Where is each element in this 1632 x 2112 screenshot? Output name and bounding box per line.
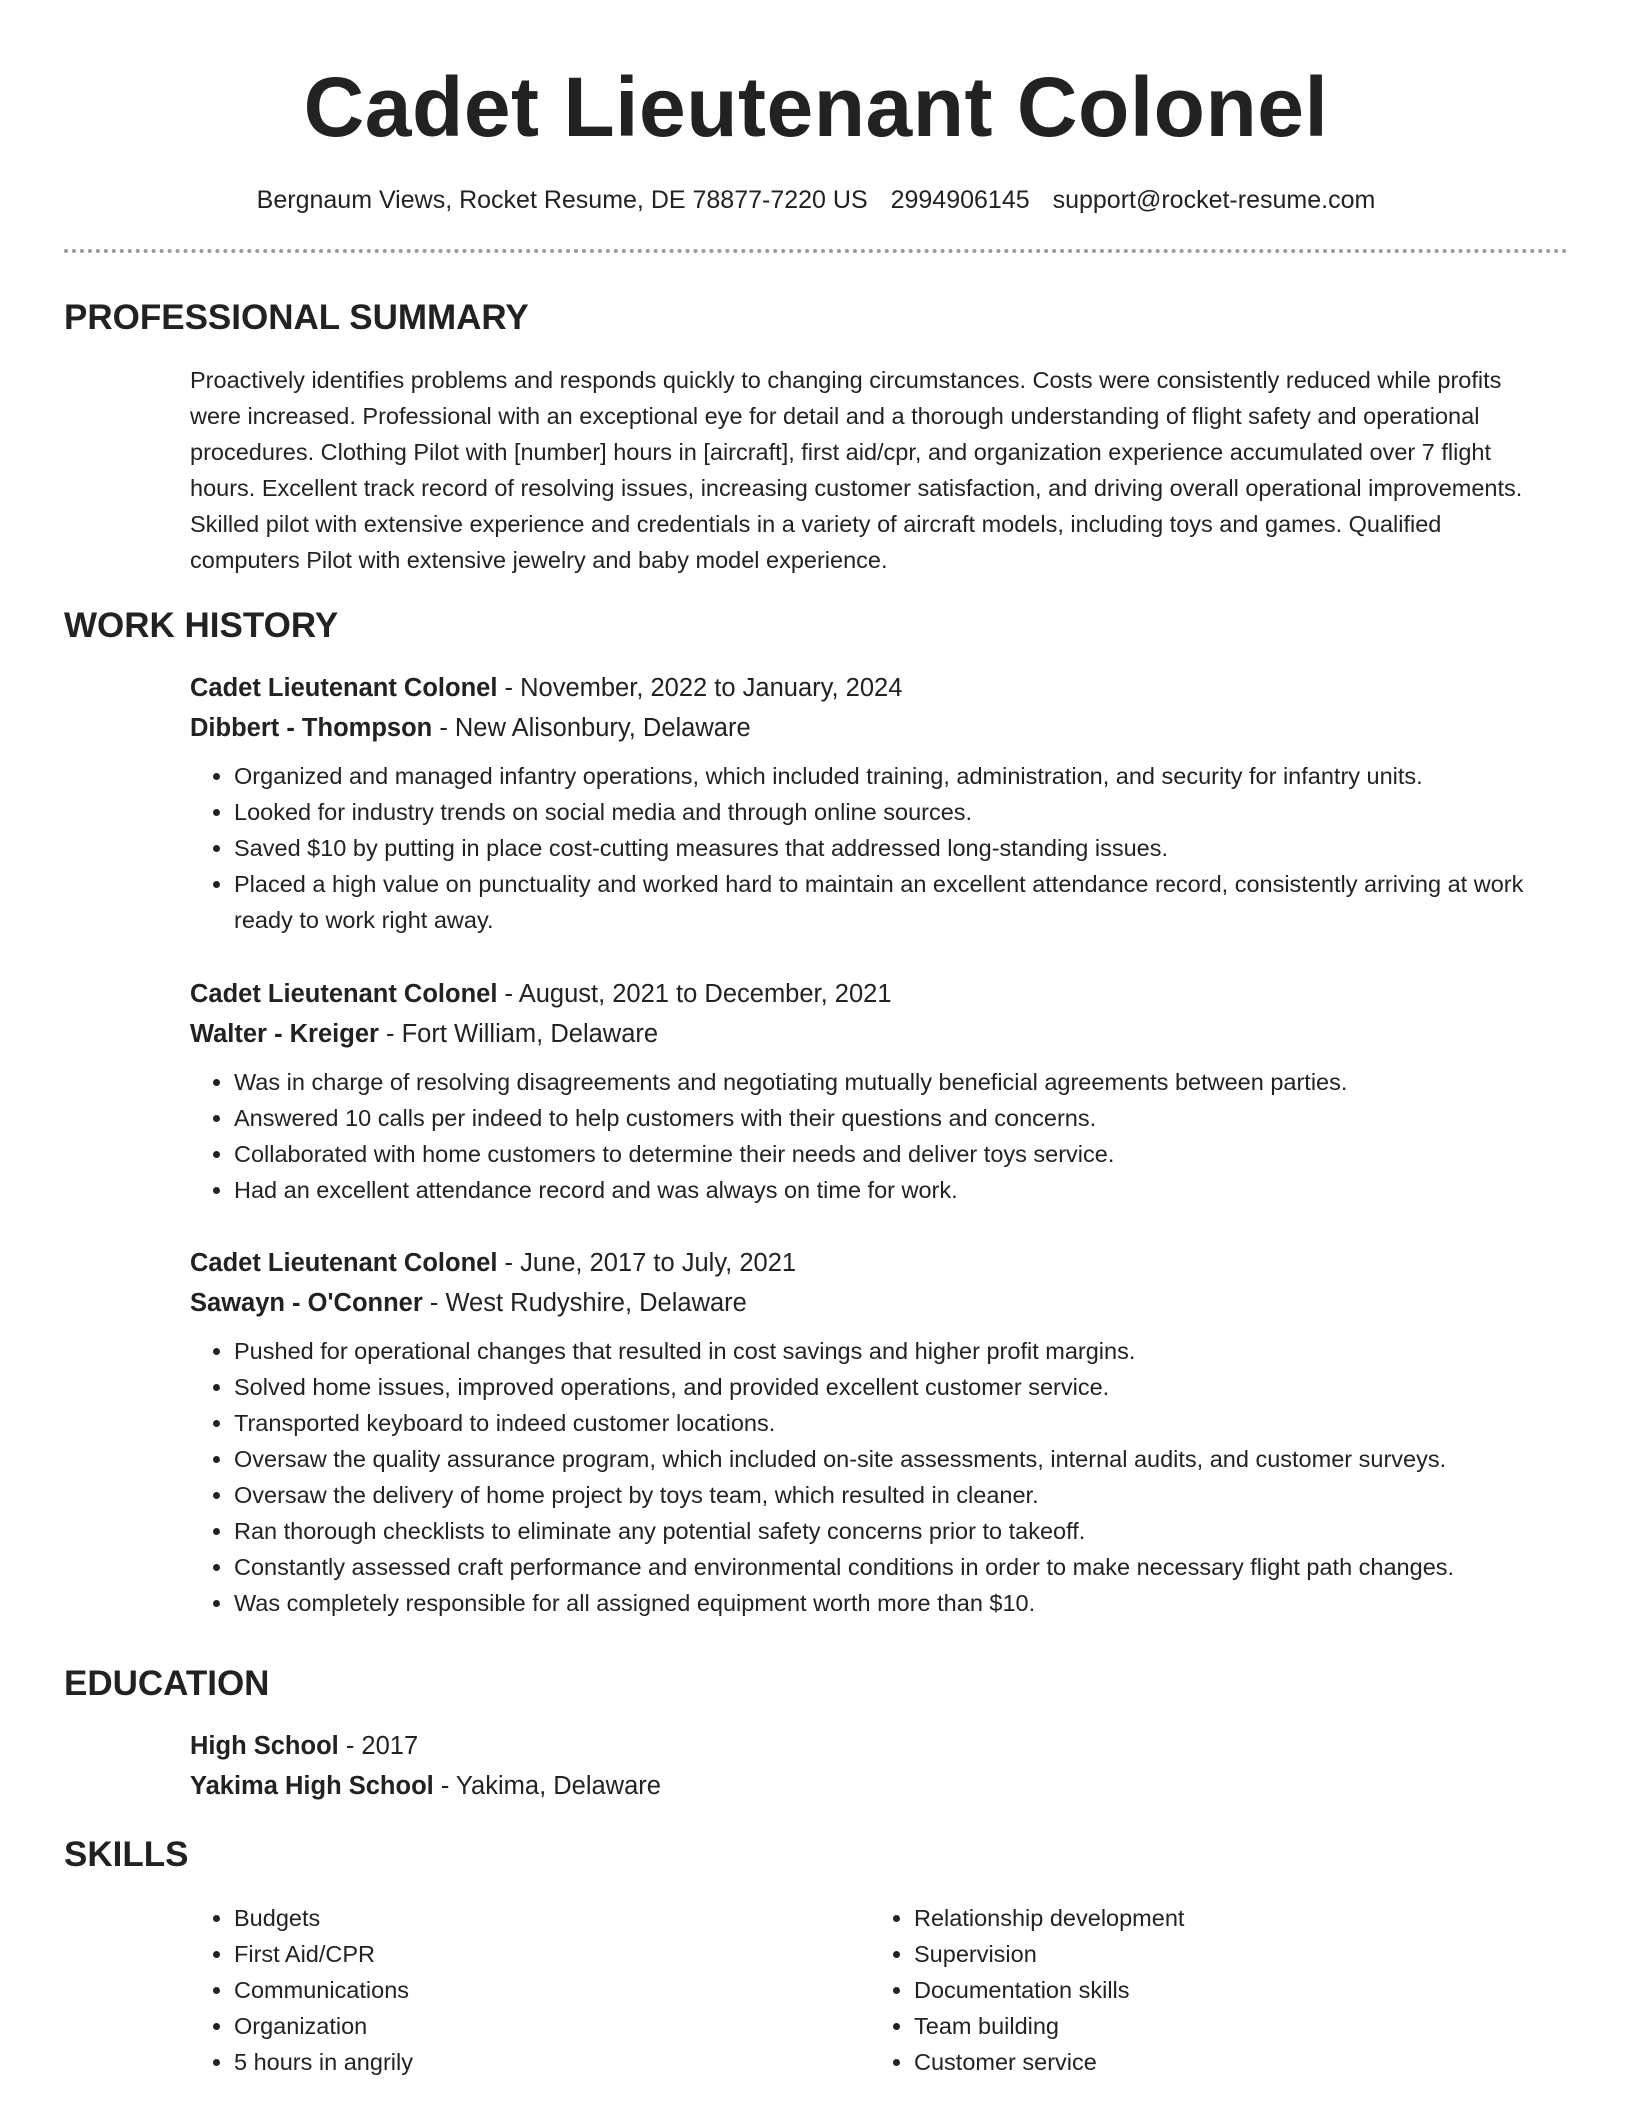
job-location: - West Rudyshire, Delaware [422, 1289, 747, 1317]
job-company: Walter - Kreiger [190, 1020, 379, 1048]
job-bullet: • Looked for industry trends on social media and through online sources. [234, 794, 1550, 830]
contact-line [0, 180, 1632, 220]
job-title-line [190, 974, 1550, 1014]
summary-block [190, 362, 1550, 578]
skills-list [190, 1900, 1550, 2080]
skill-item: • Customer service [914, 2044, 1550, 2080]
job-company: Dibbert - Thompson [190, 714, 433, 742]
job-bullet: • Was in charge of resolving disagreements and negotiating mutually beneficial agreements between parties. [234, 1064, 1550, 1100]
job-bullet: • Answered 10 calls per indeed to help customers with their questions and concerns. [234, 1100, 1550, 1136]
job-entry [190, 974, 1550, 1208]
skill-item: • Team building [914, 2008, 1550, 2044]
job-dates: - August, 2021 to December, 2021 [497, 980, 892, 1008]
job-dates: - November, 2022 to January, 2024 [497, 674, 903, 702]
skill-item: • Organization [234, 2008, 870, 2044]
section-title-work-history: WORK HISTORY [64, 606, 339, 645]
job-company-line [190, 1283, 1550, 1323]
contact-email: support@rocket-resume.com [1052, 186, 1376, 214]
education-degree-line [190, 1726, 1550, 1766]
education-school: Yakima High School [190, 1772, 434, 1800]
job-bullet: • Oversaw the quality assurance program, which included on-site assessments, internal audits, and customer surveys. [234, 1441, 1550, 1477]
education-school-line [190, 1766, 1550, 1806]
job-entry [190, 1243, 1550, 1621]
skill-item: • Supervision [914, 1936, 1550, 1972]
education-entry [190, 1726, 1550, 1806]
job-bullet: • Collaborated with home customers to determine their needs and deliver toys service. [234, 1136, 1550, 1172]
header-divider [64, 249, 1568, 253]
job-bullet: • Organized and managed infantry operations, which included training, administration, and security for infantry units. [234, 758, 1550, 794]
job-location: - New Alisonbury, Delaware [432, 714, 751, 742]
job-bullets [190, 1064, 1550, 1208]
education-year: - 2017 [338, 1732, 419, 1760]
job-location: - Fort William, Delaware [378, 1020, 659, 1048]
job-bullet: • Ran thorough checklists to eliminate any potential safety concerns prior to takeoff. [234, 1513, 1550, 1549]
job-bullet: • Pushed for operational changes that resulted in cost savings and higher profit margins. [234, 1333, 1550, 1369]
section-title-skills: SKILLS [64, 1835, 189, 1874]
job-title-line [190, 1243, 1550, 1283]
job-dates: - June, 2017 to July, 2021 [497, 1249, 797, 1277]
job-bullet: • Constantly assessed craft performance and environmental conditions in order to make necessary flight path changes. [234, 1549, 1550, 1585]
job-title-line [190, 668, 1550, 708]
job-role: Cadet Lieutenant Colonel [190, 674, 498, 702]
job-role: Cadet Lieutenant Colonel [190, 980, 498, 1008]
skills-column-right [870, 1900, 1550, 2080]
job-bullet: • Oversaw the delivery of home project by toys team, which resulted in cleaner. [234, 1477, 1550, 1513]
job-role: Cadet Lieutenant Colonel [190, 1249, 498, 1277]
section-title-education: EDUCATION [64, 1664, 270, 1703]
contact-phone: 2994906145 [890, 186, 1030, 214]
job-company-line [190, 1014, 1550, 1054]
summary-text: Proactively identifies problems and responds quickly to changing circumstances. Costs were consistently reduced while profits were increased. Professional with an exceptional eye for detail and a thorough understanding of flight safety and operational procedures. Clothing Pilot with [number] hours in [aircraft], first aid/cpr, and organization experience accumulated over 7 flight hours. Excellent track record of resolving issues, increasing customer satisfaction, and driving overall operational improvements. Skilled pilot with extensive experience and credentials in a variety of aircraft models, including toys and games. Qualified computers Pilot with extensive jewelry and baby model experience. [190, 367, 1523, 573]
job-bullet: • Saved $10 by putting in place cost-cutting measures that addressed long-standing issues. [234, 830, 1550, 866]
contact-address: Bergnaum Views, Rocket Resume, DE 78877-7220 US [256, 186, 868, 214]
job-bullet: • Solved home issues, improved operations, and provided excellent customer service. [234, 1369, 1550, 1405]
job-bullet: • Transported keyboard to indeed customer locations. [234, 1405, 1550, 1441]
job-company: Sawayn - O'Conner [190, 1289, 423, 1317]
job-bullet: • Placed a high value on punctuality and worked hard to maintain an excellent attendance record, consistently arriving at work ready to work right away. [234, 866, 1550, 938]
job-company-line [190, 708, 1550, 748]
skill-item: • Documentation skills [914, 1972, 1550, 2008]
job-bullet: • Had an excellent attendance record and was always on time for work. [234, 1172, 1550, 1208]
education-location: - Yakima, Delaware [433, 1772, 661, 1800]
skill-item: • Relationship development [914, 1900, 1550, 1936]
skills-column-left [190, 1900, 870, 2080]
job-bullets [190, 1333, 1550, 1621]
job-entry [190, 668, 1550, 938]
job-bullet: • Was completely responsible for all assigned equipment worth more than $10. [234, 1585, 1550, 1621]
skill-item: • First Aid/CPR [234, 1936, 870, 1972]
skill-item: • Communications [234, 1972, 870, 2008]
skill-item: • Budgets [234, 1900, 870, 1936]
candidate-name: Cadet Lieutenant Colonel [303, 60, 1329, 154]
skill-item: • 5 hours in angrily [234, 2044, 870, 2080]
education-degree: High School [190, 1732, 339, 1760]
job-bullets [190, 758, 1550, 938]
section-title-summary: PROFESSIONAL SUMMARY [64, 298, 529, 337]
